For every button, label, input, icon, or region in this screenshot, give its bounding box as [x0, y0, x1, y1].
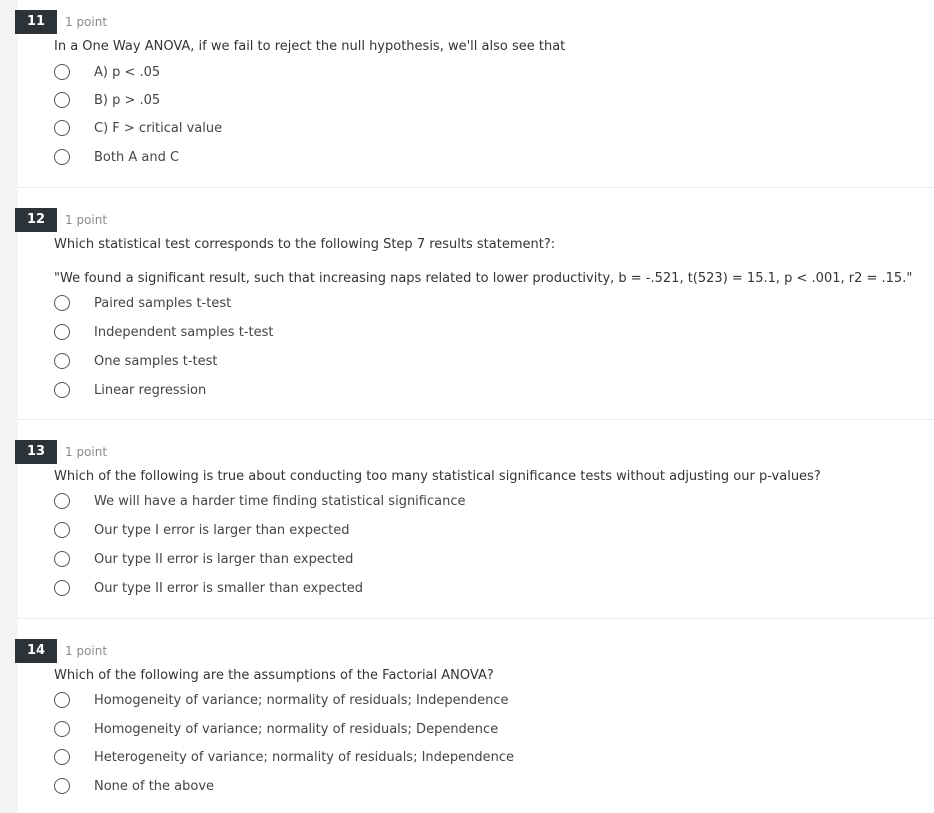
answer-option[interactable] [54, 720, 754, 740]
radio-button[interactable] [54, 551, 70, 567]
answer-option[interactable] [54, 521, 754, 541]
question-points: 1 point [65, 15, 108, 29]
option-label: Linear regression [94, 383, 207, 398]
radio-button[interactable] [54, 382, 70, 398]
answer-option[interactable] [54, 323, 754, 343]
radio-button[interactable] [54, 64, 70, 80]
question-quote: "We found a significant result, such that increasing naps related to lower productivity, b = -.521, t(523) = 15.1, p < .001, r2 = .15." [54, 271, 913, 286]
question-divider [18, 187, 934, 188]
option-label: Our type II error is larger than expected [94, 552, 354, 567]
question-text: Which of the following is true about conducting too many statistical significance tests without adjusting our p-values? [54, 469, 821, 484]
question-points: 1 point [65, 445, 108, 459]
radio-button[interactable] [54, 749, 70, 765]
option-label: One samples t-test [94, 354, 218, 369]
radio-button[interactable] [54, 580, 70, 596]
answer-option[interactable] [54, 91, 754, 111]
radio-button[interactable] [54, 493, 70, 509]
question-points: 1 point [65, 644, 108, 658]
option-label: Paired samples t-test [94, 296, 232, 311]
radio-button[interactable] [54, 324, 70, 340]
option-label: Our type I error is larger than expected [94, 523, 350, 538]
radio-button[interactable] [54, 149, 70, 165]
radio-button[interactable] [54, 353, 70, 369]
answer-option[interactable] [54, 63, 754, 83]
answer-option[interactable] [54, 492, 754, 512]
question-text: Which statistical test corresponds to the following Step 7 results statement?: [54, 237, 556, 252]
question-text: In a One Way ANOVA, if we fail to reject the null hypothesis, we'll also see that [54, 39, 566, 54]
answer-option[interactable] [54, 691, 754, 711]
question-number: 12 [15, 208, 57, 232]
option-label: Our type II error is smaller than expected [94, 581, 364, 596]
option-label: C) F > critical value [94, 121, 223, 136]
answer-option[interactable] [54, 381, 754, 401]
radio-button[interactable] [54, 692, 70, 708]
answer-option[interactable] [54, 294, 754, 314]
answer-option[interactable] [54, 748, 754, 768]
option-label: We will have a harder time finding statistical significance [94, 494, 466, 509]
question-number: 14 [15, 639, 57, 663]
radio-button[interactable] [54, 721, 70, 737]
option-label: A) p < .05 [94, 65, 161, 80]
question-divider [18, 419, 934, 420]
question-text: Which of the following are the assumptions of the Factorial ANOVA? [54, 668, 494, 683]
radio-button[interactable] [54, 120, 70, 136]
answer-option[interactable] [54, 148, 754, 168]
option-label: Heterogeneity of variance; normality of residuals; Independence [94, 750, 515, 765]
answer-option[interactable] [54, 119, 754, 139]
radio-button[interactable] [54, 295, 70, 311]
option-label: Homogeneity of variance; normality of residuals; Independence [94, 693, 509, 708]
answer-option[interactable] [54, 777, 754, 797]
radio-button[interactable] [54, 92, 70, 108]
question-divider [18, 618, 934, 619]
quiz-content [18, 0, 934, 813]
option-label: Independent samples t-test [94, 325, 274, 340]
option-label: Both A and C [94, 150, 180, 165]
radio-button[interactable] [54, 522, 70, 538]
answer-option[interactable] [54, 550, 754, 570]
option-label: B) p > .05 [94, 93, 161, 108]
option-label: None of the above [94, 779, 215, 794]
answer-option[interactable] [54, 352, 754, 372]
radio-button[interactable] [54, 778, 70, 794]
question-number: 13 [15, 440, 57, 464]
question-number: 11 [15, 10, 57, 34]
answer-option[interactable] [54, 579, 754, 599]
option-label: Homogeneity of variance; normality of residuals; Dependence [94, 722, 499, 737]
question-points: 1 point [65, 213, 108, 227]
left-margin-strip [0, 0, 18, 813]
